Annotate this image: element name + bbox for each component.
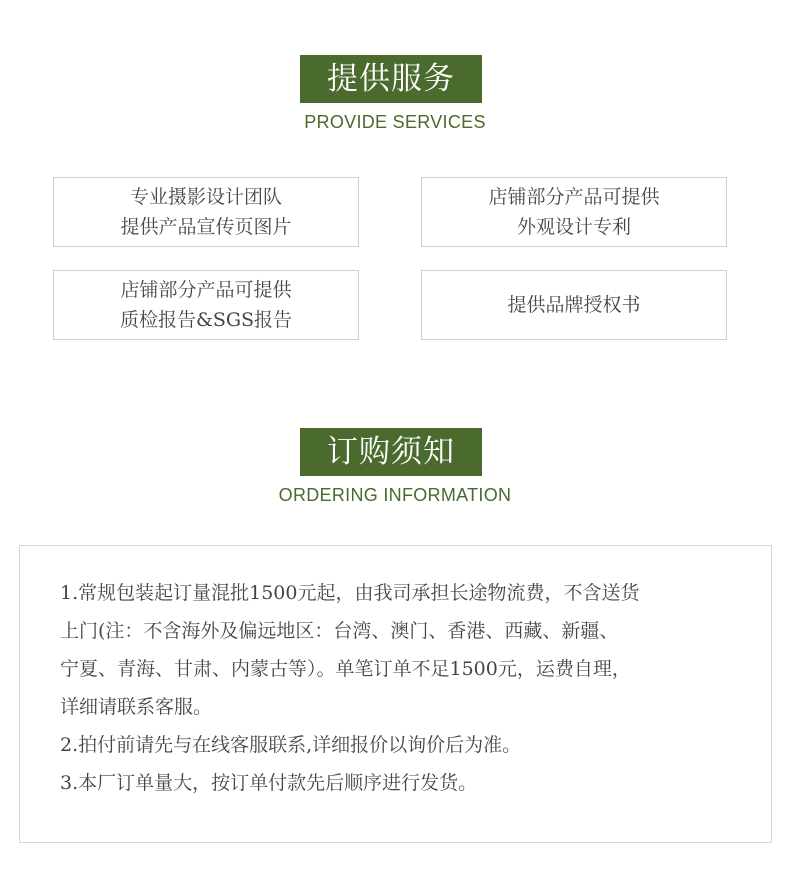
service-line: 外观设计专利 (516, 216, 631, 238)
service-line: 提供产品宣传页图片 (120, 216, 292, 238)
service-line: 质检报告&SGS报告 (119, 309, 293, 331)
ordering-subtitle: ORDERING INFORMATION (278, 485, 512, 505)
service-line: 店铺部分产品可提供 (120, 279, 292, 301)
service-item-inspection (53, 270, 359, 340)
services-subtitle: PROVIDE SERVICES (304, 112, 486, 132)
info-line: 3.本厂订单量大，按订单付款先后顺序进行发货。 (60, 772, 478, 794)
info-line: 1.常规包装起订量混批1500元起，由我司承担长途物流费，不含送货 (60, 582, 640, 604)
info-line: 宁夏、青海、甘肃、内蒙古等）。单笔订单不足1500元，运费自理， (60, 658, 631, 680)
info-line: 上门(注：不含海外及偏远地区：台湾、澳门、香港、西藏、新疆、 (60, 620, 619, 642)
services-title: 提供服务 (300, 55, 482, 103)
info-line: 2.拍付前请先与在线客服联系,详细报价以询价后为准。 (60, 734, 522, 756)
service-item-authorization (421, 270, 727, 340)
info-line: 详细请联系客服。 (60, 696, 213, 718)
service-line: 店铺部分产品可提供 (488, 186, 660, 208)
service-item-patent (421, 177, 727, 247)
ordering-info-box (19, 545, 772, 843)
ordering-title: 订购须知 (300, 428, 482, 476)
service-line: 专业摄影设计团队 (129, 186, 282, 208)
service-line: 提供品牌授权书 (507, 294, 641, 316)
service-item-photography (53, 177, 359, 247)
